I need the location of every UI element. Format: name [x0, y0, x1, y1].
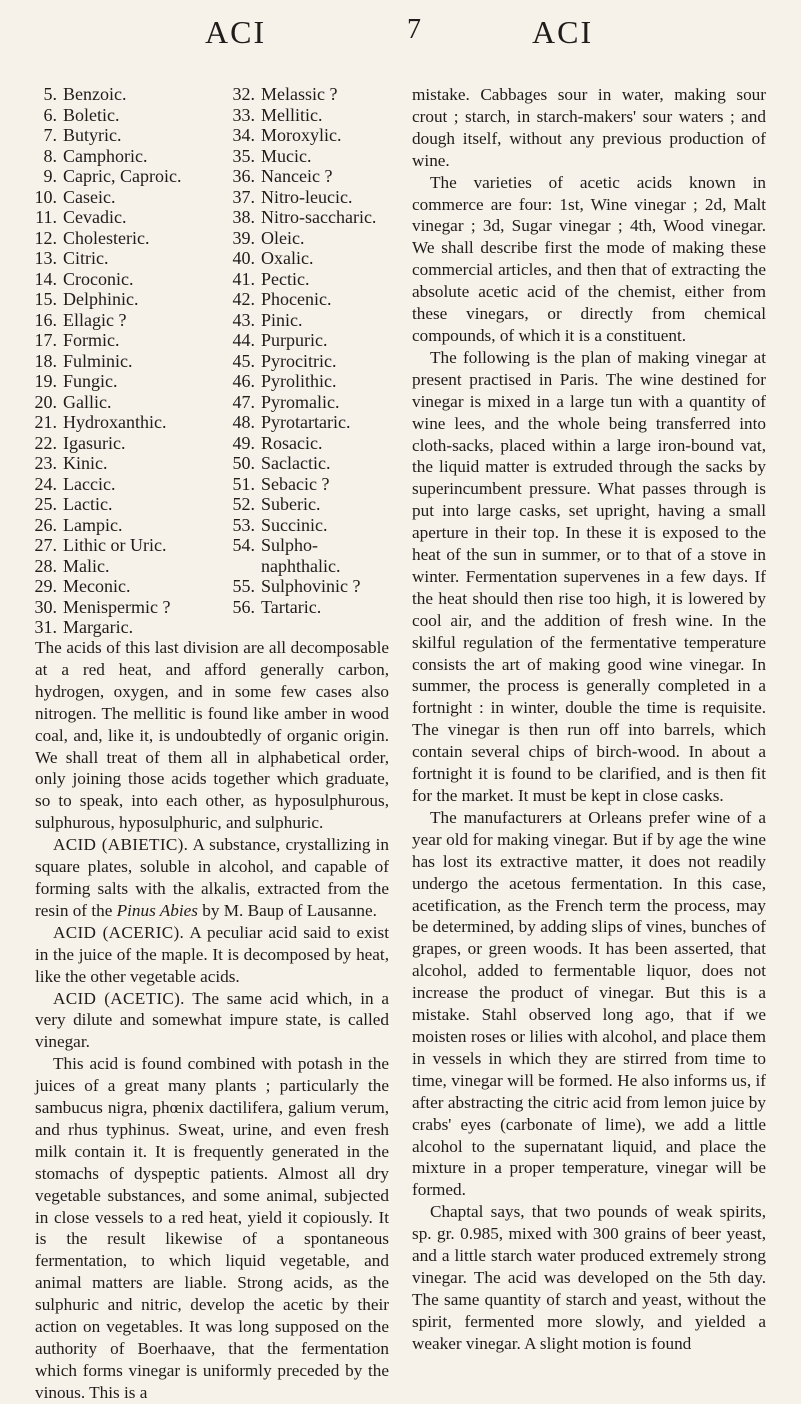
acid-number: 49. — [232, 432, 255, 453]
acid-list-item — [29, 330, 120, 352]
acid-list-item — [29, 146, 147, 168]
acid-number: 36. — [232, 166, 255, 186]
acid-name: Croconic. — [63, 268, 134, 289]
right-paragraph-4: The manufacturers at Orleans prefer wine of a year old for making vinegar. But if by age the wine has lost its extractive matter, it does not readily undergo the acetous fermentation. In this case, acetification, as the French term the process, may be determined, by adding slips of vines, bunches of grapes, or green woods. It has been asserted, that alcohol, added to fermentable liquor, does not increase the product of vinegar. But this is a mistake. Stahl observed long ago, that if we moisten roses or lilies with alcohol, and place them in vessels in which they are stirred from time to time, vinegar will be formed. He also informs us, if after abstracting the citric acid from lemon juice by crabs' eyes (carbonate of lime), we add a little alcohol to the supernatant liquid, and place the mixture in a proper temperature, vinegar will be formed. — [412, 807, 766, 1200]
acid-number: 25. — [34, 494, 57, 514]
acid-name: Nanceic ? — [261, 166, 333, 186]
entry-heading: ACID (ABIETIC). — [53, 835, 189, 855]
acid-number: 23. — [34, 453, 57, 473]
acid-list-item — [227, 269, 309, 291]
acid-name: Margaric. — [63, 617, 134, 637]
acid-number: 6. — [43, 104, 57, 125]
acid-name: Delphinic. — [63, 289, 139, 309]
right-column — [412, 84, 766, 1355]
acid-name: Melassic ? — [261, 84, 338, 104]
acid-number: 47. — [232, 391, 255, 412]
acid-number: 31. — [34, 617, 57, 637]
acid-name: Lactic. — [63, 494, 113, 514]
acid-number: 27. — [34, 535, 57, 555]
acid-number: 30. — [34, 596, 57, 617]
acid-list-item — [227, 166, 332, 188]
acid-number: 17. — [34, 330, 57, 350]
acid-number: 41. — [232, 268, 255, 289]
acid-number: 34. — [232, 125, 255, 145]
acid-list-item — [227, 515, 327, 537]
acid-number: 51. — [232, 473, 255, 494]
acid-name: Meconic. — [63, 576, 131, 596]
acid-list-item — [29, 433, 125, 455]
acid-name: Nitro-saccharic. — [261, 207, 377, 227]
acid-name: Citric. — [63, 248, 109, 268]
acid-name: Pyromalic. — [261, 391, 340, 412]
acid-number: 52. — [232, 494, 255, 514]
acid-name: Suberic. — [261, 494, 321, 514]
acid-list-item — [227, 576, 361, 598]
right-paragraph-1: mistake. Cabbages sour in water, making sour crout ; starch, in starch-makers' sour waters ; and dough itself, without any previous production of wine. — [412, 85, 766, 170]
acid-number: 39. — [232, 227, 255, 248]
acid-list-item — [29, 125, 122, 147]
acid-number: 19. — [34, 371, 57, 391]
acid-list-item — [29, 556, 110, 578]
acid-name: Mellitic. — [261, 104, 323, 125]
acid-name: Camphoric. — [63, 145, 148, 166]
running-head-right: ACI — [532, 14, 594, 50]
entry-text: by M. Baup of Lausanne. — [197, 900, 377, 920]
species-name: Pinus Abies — [116, 900, 198, 920]
acid-number: 18. — [34, 350, 57, 371]
acid-list-item — [29, 392, 111, 414]
acid-name: Mucic. — [261, 145, 312, 166]
acid-name: Boletic. — [63, 104, 120, 125]
acid-list-item — [29, 187, 115, 209]
acid-name: Fungic. — [63, 371, 118, 391]
acid-name: Sulphovinic ? — [261, 576, 361, 596]
acid-list-item — [227, 494, 320, 516]
acid-number: 13. — [34, 248, 57, 268]
entry-text: A peculiar acid said to exist in the juice of the maple. It is decomposed by heat, like the other vegetable acids. — [35, 922, 390, 986]
acid-name: Kinic. — [63, 453, 108, 473]
acid-number: 43. — [232, 309, 255, 330]
entry-text: A substance, crystallizing in square plates, soluble in alcohol, and capable of forming salts with the alkalis, extracted from the resin of the — [35, 835, 389, 920]
acid-name: Cevadic. — [63, 207, 127, 227]
acid-name: Benzoic. — [63, 84, 127, 104]
acid-number: 22. — [34, 432, 57, 453]
acid-list — [35, 84, 389, 637]
acid-list-item — [29, 453, 108, 475]
acid-list-item — [227, 597, 321, 619]
acid-number: 28. — [34, 555, 57, 576]
acid-name: Succinic. — [261, 514, 328, 535]
acid-name: Purpuric. — [261, 330, 328, 350]
acid-list-item — [29, 228, 149, 250]
running-head-left: ACI — [205, 14, 267, 50]
acid-number: 53. — [232, 514, 255, 535]
acid-name: Fulminic. — [63, 350, 133, 371]
acid-name: Rosacic. — [261, 432, 323, 453]
acid-number: 46. — [232, 371, 255, 391]
acid-number: 54. — [232, 535, 255, 555]
acid-list-item — [29, 105, 120, 127]
acid-name: Cholesteric. — [63, 227, 150, 248]
acid-list-item — [227, 207, 376, 229]
acid-number: 5. — [43, 84, 57, 104]
acid-name: Nitro-leucic. — [261, 186, 353, 207]
acid-name: Oleic. — [261, 227, 305, 248]
entry-abietic — [35, 834, 389, 922]
acid-number: 9. — [43, 166, 57, 186]
acid-number: 42. — [232, 289, 255, 309]
acid-number: 50. — [232, 453, 255, 473]
acid-list-item — [29, 474, 115, 496]
acid-list-item — [29, 269, 133, 291]
acid-name: Hydroxanthic. — [63, 412, 167, 432]
acid-list-item — [227, 330, 328, 352]
acid-list-item — [29, 371, 118, 393]
acid-name: Pinic. — [261, 309, 303, 330]
page-folio: 7 — [407, 14, 421, 45]
acid-name: Capric, Caproic. — [63, 166, 182, 186]
acid-name: Malic. — [63, 555, 110, 576]
acid-name: Pectic. — [261, 268, 310, 289]
acid-list-item — [29, 412, 166, 434]
acid-name: Lithic or Uric. — [63, 535, 167, 555]
acid-number: 10. — [34, 186, 57, 207]
right-paragraph-5: Chaptal says, that two pounds of weak spirits, sp. gr. 0.985, mixed with 300 grains of beer yeast, and a little starch water produced extremely strong vinegar. The acid was developed on the 5th day. The same quantity of starch and yeast, without the spirit, fermented more slowly, and yielded a weaker vinegar. A slight motion is found — [412, 1202, 766, 1353]
acid-list-item — [29, 597, 170, 619]
right-paragraph-3: The following is the plan of making vinegar at present practised in Paris. The wine destined for vinegar is mixed in a large tun with a quantity of wine lees, and the whole being transferred into cloth-sacks, placed within a large iron-bound vat, the liquid matter is extruded through the sacks by superincumbent pressure. What passes through is put into large casks, set upright, having a small aperture in their top. In these it is exposed to the heat of the sun in summer, or to that of a stove in winter. Fermentation supervenes in a few days. If the heat should then rise too high, it is lowered by cool air, and the addition of fresh wine. In the skilful regulation of the fermentative temperature consists the art of making good wine vinegar. In summer, the process is generally completed in a fortnight : in winter, double the time is requisite. The vinegar is then run off into barrels, which contain several chips of birch-wood. In about a fortnight it is found to be clarified, and is then fit for the market. It must be kept in close casks. — [412, 347, 766, 805]
acid-name: Igasuric. — [63, 432, 126, 453]
left-column — [35, 84, 389, 1404]
acid-list-item — [227, 351, 336, 373]
acid-list-item — [29, 207, 126, 229]
acid-list-item — [227, 556, 340, 578]
acid-list-item — [227, 310, 303, 332]
acid-name: Phocenic. — [261, 289, 332, 309]
acid-list-item — [227, 248, 313, 270]
acid-number: 44. — [232, 330, 255, 350]
acid-name: Lampic. — [63, 514, 123, 535]
acid-number: 12. — [34, 227, 57, 248]
acid-number: 48. — [232, 412, 255, 432]
acid-name: Tartaric. — [261, 596, 322, 617]
acid-number: 24. — [34, 473, 57, 494]
acid-list-item — [29, 248, 109, 270]
acid-list-item — [227, 146, 311, 168]
entry-aceric — [35, 922, 389, 988]
acid-list-item — [29, 84, 126, 106]
acid-name: Oxalic. — [261, 248, 314, 268]
acid-name: naphthalic. — [261, 555, 341, 576]
acid-list-item — [227, 453, 330, 475]
entry-acetic — [35, 988, 389, 1054]
acid-number: 11. — [35, 207, 57, 227]
acid-number: 16. — [34, 309, 57, 330]
acid-name: Moroxylic. — [261, 125, 342, 145]
acid-number: 14. — [34, 268, 57, 289]
acid-list-item — [29, 310, 126, 332]
acid-number: 29. — [34, 576, 57, 596]
acid-number: 55. — [232, 576, 255, 596]
acid-list-item — [227, 535, 318, 557]
acid-list-item — [29, 289, 138, 311]
acid-name: Pyrotartaric. — [261, 412, 351, 432]
acid-list-item — [227, 392, 340, 414]
acid-list-item — [29, 617, 133, 639]
acid-list-item — [227, 371, 337, 393]
entry-text: The same acid which, in a very dilute and somewhat impure state, is called vinegar. — [35, 988, 389, 1052]
acid-number: 35. — [232, 145, 255, 166]
acid-list-item — [227, 289, 331, 311]
acid-name: Formic. — [63, 330, 120, 350]
acid-number: 40. — [232, 248, 255, 268]
acid-name: Ellagic ? — [63, 309, 127, 330]
acid-name: Sulpho- — [261, 535, 319, 555]
acid-list-item — [29, 494, 112, 516]
acid-name: Pyrocitric. — [261, 350, 337, 371]
acid-list-item — [29, 515, 122, 537]
acid-list-item — [29, 576, 130, 598]
entry-heading: ACID (ACETIC). — [53, 988, 185, 1008]
acid-list-item — [227, 228, 304, 250]
acid-name: Saclactic. — [261, 453, 331, 473]
acid-name: Caseic. — [63, 186, 116, 207]
entry-heading: ACID (ACERIC). — [53, 922, 185, 942]
acid-number: 15. — [34, 289, 57, 309]
acid-list-item — [227, 105, 323, 127]
acid-list-item — [29, 351, 133, 373]
acid-list-item — [227, 412, 350, 434]
acid-number: 45. — [232, 350, 255, 371]
acid-number: 21. — [34, 412, 57, 432]
acid-number: 33. — [232, 104, 255, 125]
right-paragraph-2: The varieties of acetic acids known in commerce are four: 1st, Wine vinegar ; 2d, Malt vinegar ; 3d, Sugar vinegar ; 4th, Wood vinegar. We shall describe first the mode of making these commercial articles, and then that of extracting the absolute acetic acid of the chemist, either from these vinegars, or directly from chemical compounds, of which it is a constituent. — [412, 172, 766, 345]
acid-number: 8. — [43, 145, 57, 166]
acid-list-item — [29, 166, 181, 188]
acid-number: 26. — [34, 514, 57, 535]
acid-list-item — [227, 84, 337, 106]
acid-list-item — [227, 125, 342, 147]
acid-number: 56. — [232, 596, 255, 617]
acid-name: Pyrolithic. — [261, 371, 337, 391]
acid-number: 32. — [232, 84, 255, 104]
acid-number: 37. — [232, 186, 255, 207]
acid-list-item — [227, 474, 329, 496]
acid-name: Sebacic ? — [261, 473, 330, 494]
acid-list-item — [227, 187, 352, 209]
acid-name: Laccic. — [63, 473, 116, 494]
acid-name: Gallic. — [63, 391, 112, 412]
acid-number: 7. — [43, 125, 57, 145]
acid-list-item — [227, 433, 322, 455]
acid-number: 38. — [232, 207, 255, 227]
acid-number: 20. — [34, 391, 57, 412]
intro-paragraph: The acids of this last division are all decomposable at a red heat, and afford generally carbon, hydrogen, oxygen, and in some few cases also nitrogen. The mellitic is found like amber in wood coal, and, like it, is undoubtedly of organic origin. We shall treat of them all in alphabetical order, only joining those acids together which graduate, so to speak, into each other, as hyposulphurous, sulphurous, hyposulphuric, and sulphuric. — [35, 638, 389, 833]
acid-name: Butyric. — [63, 125, 122, 145]
acid-list-item — [29, 535, 166, 557]
acetic-paragraph-2: This acid is found combined with potash in the juices of a great many plants ; particularly the sambucus nigra, phœnix dactilifera, galium verum, and rhus typhinus. Sweat, urine, and even fresh milk contain it. It is frequently generated in the stomachs of dyspeptic patients. Almost all dry vegetable substances, and some animal, subjected in close vessels to a red heat, yield it copiously. It is the result likewise of a spontaneous fermentation, to which liquid vegetable, and animal matters are liable. Strong acids, as the sulphuric and nitric, develop the acetic by their action on vegetables. It was long supposed on the authority of Boerhaave, that the fermentation which forms vinegar is uniformly preceded by the vinous. This is a — [35, 1054, 389, 1402]
acid-name: Menispermic ? — [63, 596, 171, 617]
